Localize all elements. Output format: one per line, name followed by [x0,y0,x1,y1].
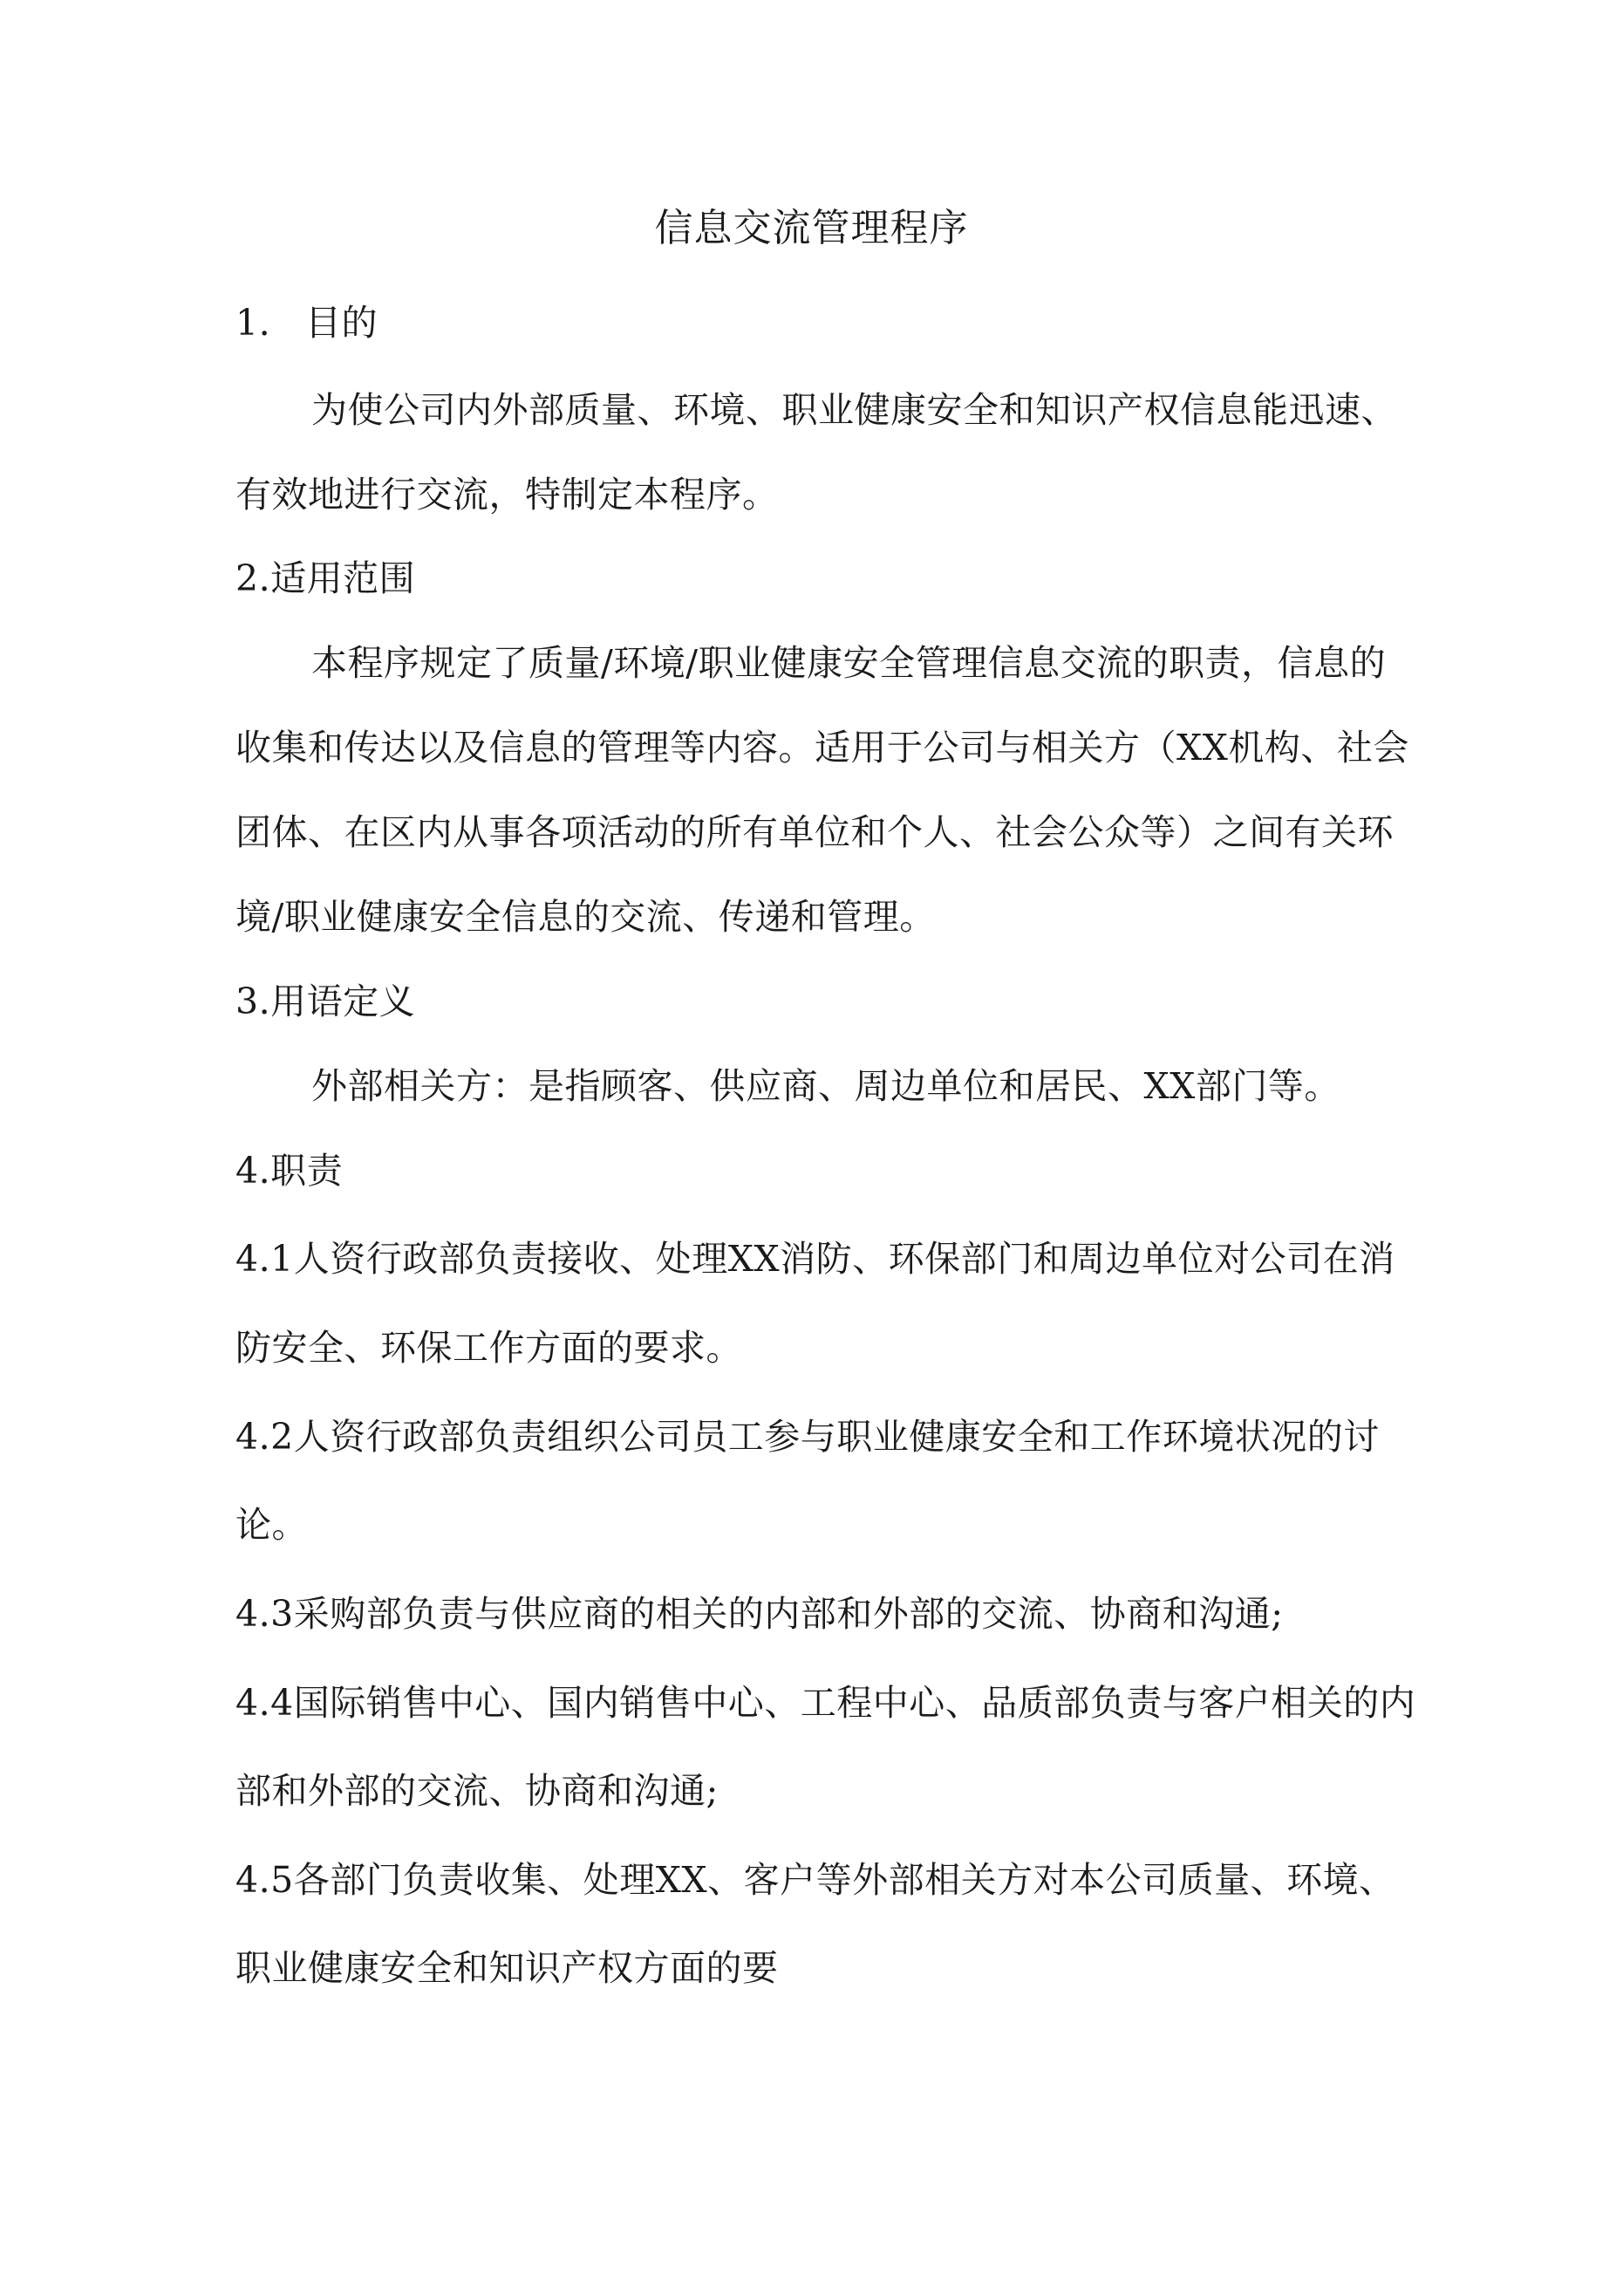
section-1-title: 目的 [305,302,378,344]
section-1-paragraph-line: 有效地进行交流，特制定本程序。 [235,474,779,516]
section-3-paragraph-line: 外部相关方：是指顾客、供应商、周边单位和居民、XX部门等。 [311,1065,1340,1107]
section-4-item-line: 4.3采购部负责与供应商的相关的内部和外部的交流、协商和沟通; [235,1593,1284,1635]
section-4-heading: 4.职责 [235,1150,344,1192]
section-2-paragraph-line: 本程序规定了质量/环境/职业健康安全管理信息交流的职责，信息的 [311,642,1387,684]
section-4-item-line: 4.1人资行政部负责接收、处理XX消防、环保部门和周边单位对公司在消 [235,1238,1395,1280]
section-4-item-line: 职业健康安全和知识产权方面的要 [235,1947,779,1989]
section-2-paragraph-line: 收集和传达以及信息的管理等内容。适用于公司与相关方（XX机构、社会 [235,727,1409,769]
section-3-heading: 3.用语定义 [235,981,416,1022]
section-4-item-line: 部和外部的交流、协商和沟通; [235,1770,719,1812]
section-2-paragraph-line: 境/职业健康安全信息的交流、传递和管理。 [235,896,936,938]
section-4-item-line: 4.2人资行政部负责组织公司员工参与职业健康安全和工作环境状况的讨 [235,1416,1380,1458]
section-2-heading: 2.适用范围 [235,557,416,599]
section-2-paragraph-line: 团体、在区内从事各项活动的所有单位和个人、社会公众等）之间有关环 [235,811,1394,853]
section-1-heading [235,297,378,349]
document-title: 信息交流管理程序 [654,206,969,250]
section-4-item-line: 4.5各部门负责收集、处理XX、客户等外部相关方对本公司质量、环境、 [235,1859,1395,1901]
section-4-item-line: 论。 [235,1504,308,1546]
section-4-item-line: 防安全、环保工作方面的要求。 [235,1327,742,1369]
section-4-item-line: 4.4国际销售中心、国内销售中心、工程中心、品质部负责与客户相关的内 [235,1682,1416,1724]
section-1-paragraph-line: 为使公司内外部质量、环境、职业健康安全和知识产权信息能迅速、 [311,389,1397,431]
section-1-number: 1. [235,302,271,344]
